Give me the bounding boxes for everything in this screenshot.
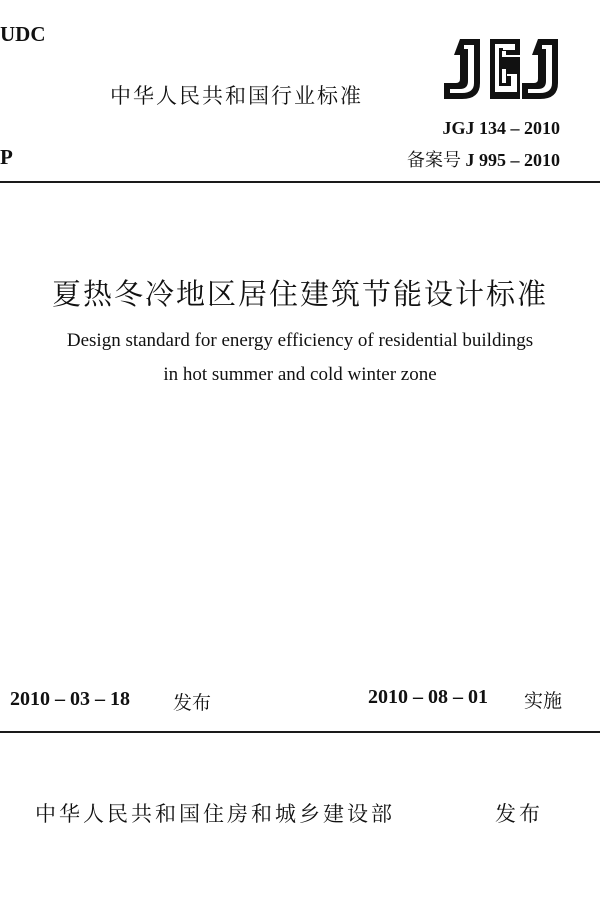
top-divider — [0, 181, 600, 183]
title-english-line1: Design standard for energy efficiency of residential buildings — [66, 330, 534, 351]
publish-label: 发布 — [495, 802, 543, 826]
classification-label: P — [0, 145, 13, 169]
implementation-label: 实施 — [524, 690, 563, 712]
title-chinese: 夏热冬冷地区居住建筑节能设计标准 — [51, 277, 548, 311]
standard-code: JGJ 134 – 2010 — [442, 118, 560, 138]
implementation-date: 2010 – 08 – 01 — [368, 686, 488, 708]
title-english-line2: in hot summer and cold winter zone — [163, 364, 437, 385]
udc-label: UDC — [0, 22, 46, 46]
ministry-name: 中华人民共和国住房和城乡建设部 — [35, 802, 395, 826]
jgj-logo — [438, 35, 564, 103]
issue-date: 2010 – 03 – 18 — [10, 688, 130, 710]
record-label: 备案号 — [407, 150, 461, 171]
record-number-line — [407, 146, 560, 172]
bottom-divider — [0, 731, 600, 733]
issue-label: 发布 — [173, 692, 212, 714]
record-number: J 995 – 2010 — [465, 150, 560, 170]
industry-standard-heading: 中华人民共和国行业标准 — [110, 84, 363, 108]
